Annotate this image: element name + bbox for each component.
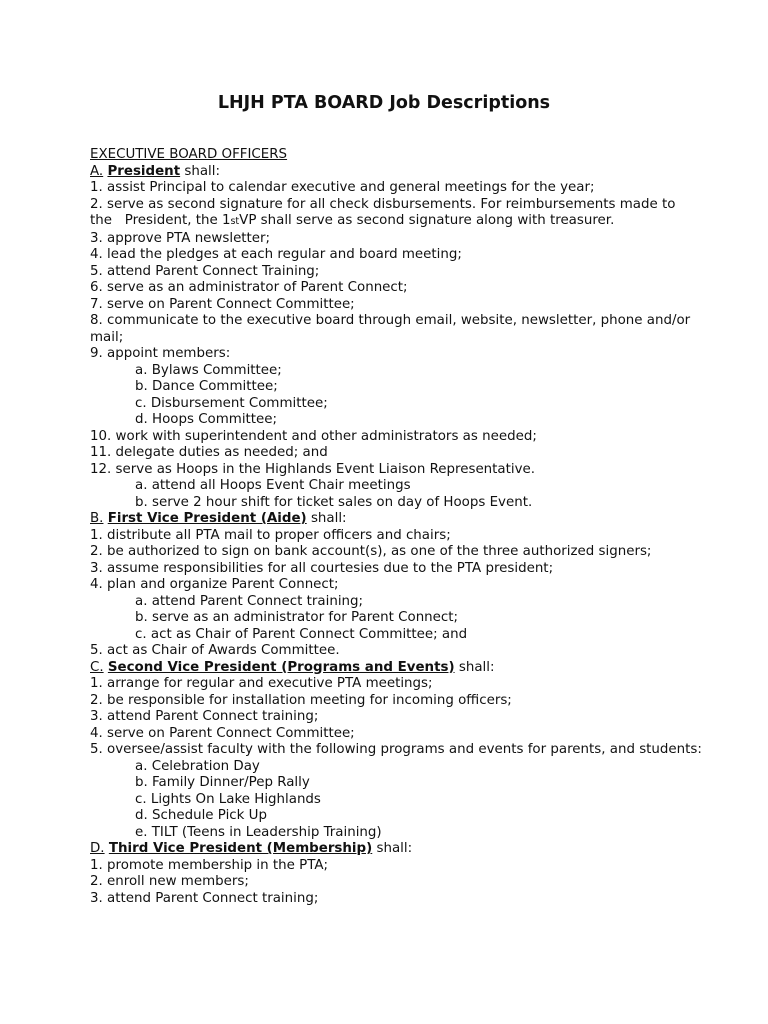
list-item: 7. serve on Parent Connect Committee; (90, 296, 355, 312)
sub-list-item: a. Bylaws Committee; (135, 362, 282, 378)
section-suffix: shall: (180, 163, 221, 179)
section-suffix: shall: (306, 511, 347, 526)
section-letter: A. (90, 163, 104, 179)
list-item: 2. be authorized to sign on bank account(s), as one of the three authorized signers; (90, 544, 652, 559)
list-item: 3. attend Parent Connect training; (90, 709, 319, 724)
list-item: 10. work with superintendent and other administrators as needed; (90, 428, 537, 444)
list-item: 8. communicate to the executive board through email, website, newsletter, phone and/or mail; (90, 313, 691, 345)
sub-list-item: d. Schedule Pick Up (135, 808, 267, 823)
sub-list-item: b. Family Dinner/Pep Rally (135, 775, 310, 790)
sub-list-item: e. TILT (Teens in Leadership Training) (135, 824, 382, 840)
section-letter: B. (90, 511, 104, 526)
list-item: 5. attend Parent Connect Training; (90, 263, 320, 279)
sub-list-item: b. Dance Committee; (135, 379, 278, 394)
section-suffix: shall: (454, 659, 495, 675)
section-role: President (107, 163, 181, 179)
sub-list-item: a. Celebration Day (135, 758, 260, 774)
section-suffix: shall: (372, 841, 413, 856)
list-item: 12. serve as Hoops in the Highlands Event Liaison Representative. (90, 461, 536, 477)
list-item: 1. distribute all PTA mail to proper officers and chairs; (90, 527, 451, 543)
sub-list-item: d. Hoops Committee; (135, 412, 278, 427)
document-body (90, 147, 710, 907)
list-item: 2. enroll new members; (90, 874, 249, 889)
section-letter: D. (90, 841, 105, 856)
list-item: 6. serve as an administrator of Parent Connect; (90, 280, 408, 295)
section-role: Third Vice President (Membership) (108, 841, 373, 856)
list-item: 2. be responsible for installation meeting for incoming officers; (90, 692, 512, 708)
sub-list-item: b. serve as an administrator for Parent Connect; (135, 610, 459, 625)
list-item: 5. oversee/assist faculty with the following programs and events for parents, and students: (90, 742, 702, 757)
list-item: 1. promote membership in the PTA; (90, 857, 329, 873)
list-item: 2. serve as second signature for all check disbursements. For reimbursements made to the President, the 1stVP shall serve as second signature along with treasurer. (90, 196, 676, 228)
list-item: 1. arrange for regular and executive PTA meetings; (90, 676, 433, 691)
section-a-header (90, 164, 710, 181)
document-title: LHJH PTA BOARD Job Descriptions (217, 93, 551, 113)
sub-list-item: a. attend all Hoops Event Chair meetings (135, 478, 411, 493)
section-c-header (90, 660, 710, 677)
list-item: 1. assist Principal to calendar executive and general meetings for the year; (90, 180, 595, 195)
list-item: 3. approve PTA newsletter; (90, 230, 271, 246)
list-item: 9. appoint members: (90, 346, 231, 361)
sub-list-item: c. act as Chair of Parent Connect Committee; and (135, 626, 468, 642)
list-item: 11. delegate duties as needed; and (90, 445, 328, 460)
sub-list-item: a. attend Parent Connect training; (135, 593, 364, 609)
list-item: 4. plan and organize Parent Connect; (90, 577, 339, 592)
section-d-header (90, 841, 710, 858)
section-letter: C. (90, 659, 104, 675)
section-role: Second Vice President (Programs and Events) (107, 659, 455, 675)
list-item: 4. lead the pledges at each regular and board meeting; (90, 247, 462, 262)
list-item: 3. assume responsibilities for all courtesies due to the PTA president; (90, 560, 554, 576)
superscript-st: st (230, 216, 240, 227)
list-item: 5. act as Chair of Awards Committee. (90, 643, 340, 658)
section-b-header (90, 511, 710, 528)
section-heading: EXECUTIVE BOARD OFFICERS (90, 147, 288, 162)
list-item: 4. serve on Parent Connect Committee; (90, 725, 355, 741)
sub-list-item: c. Lights On Lake Highlands (135, 791, 321, 807)
section-role: First Vice President (Aide) (107, 511, 307, 526)
sub-list-item: b. serve 2 hour shift for ticket sales on day of Hoops Event. (135, 494, 533, 510)
sub-list-item: c. Disbursement Committee; (135, 395, 328, 411)
list-item: 3. attend Parent Connect training; (90, 890, 319, 906)
